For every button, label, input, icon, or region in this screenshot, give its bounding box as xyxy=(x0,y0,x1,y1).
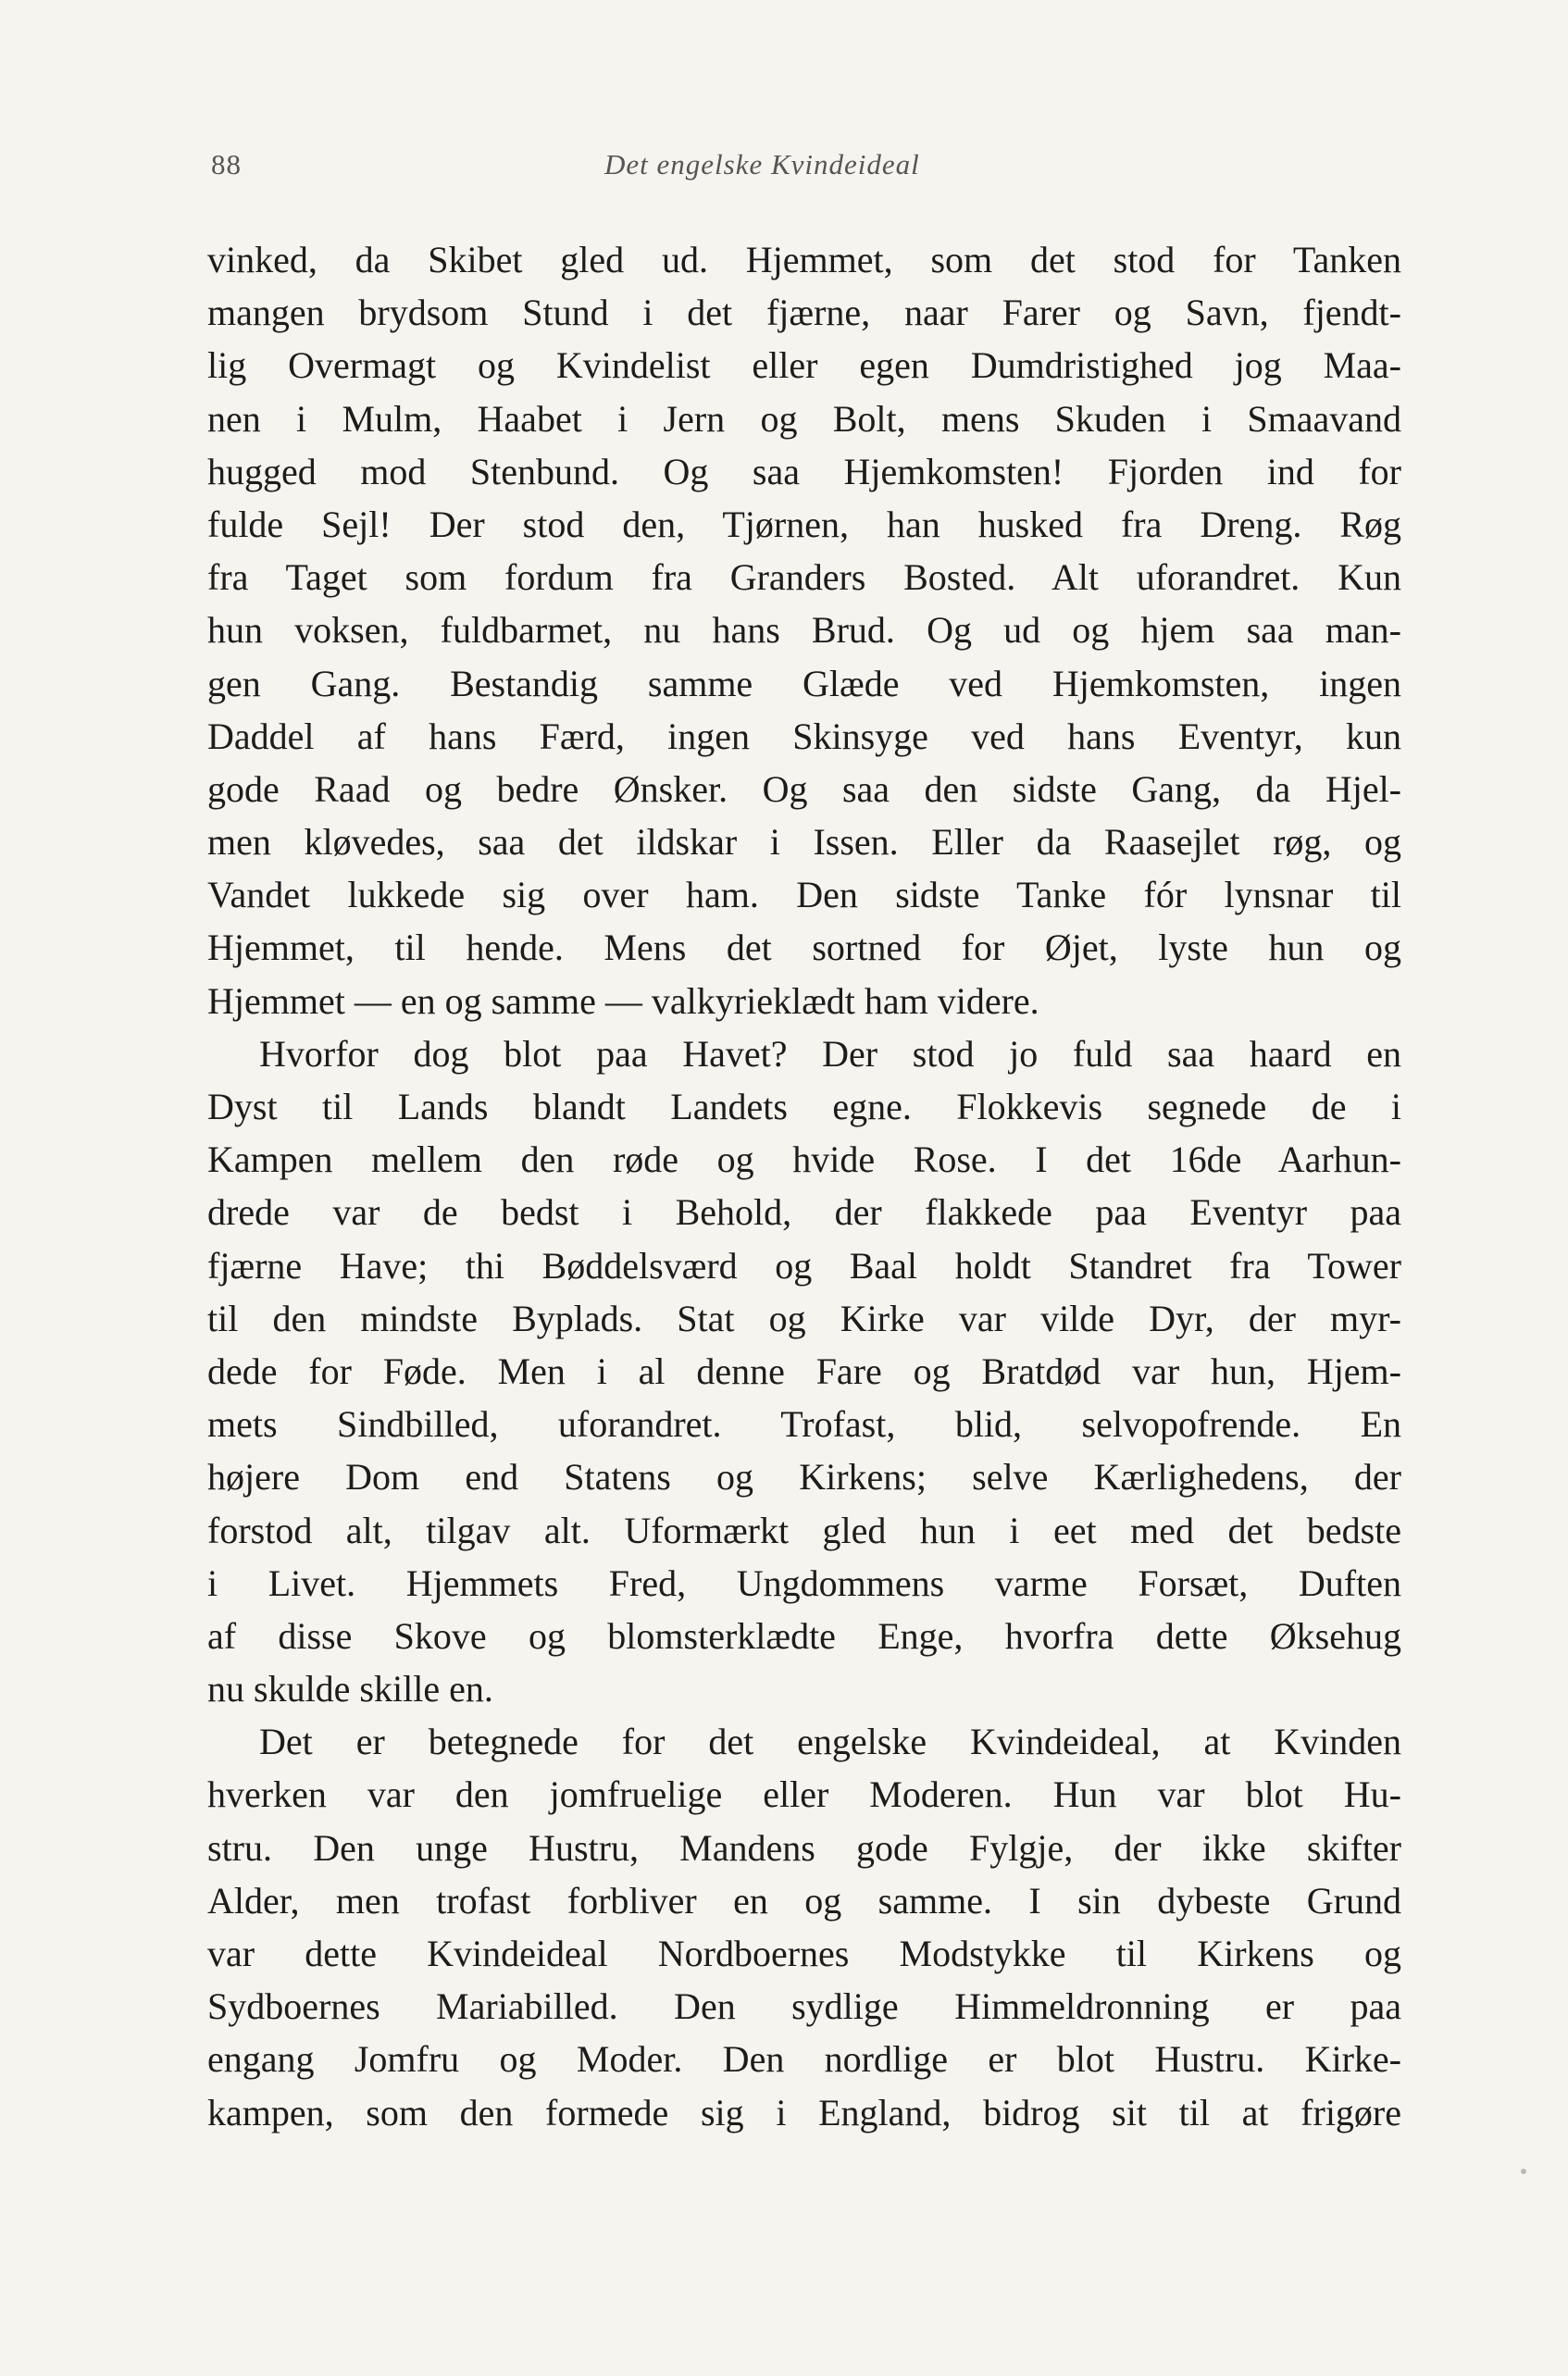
text-line: gen Gang. Bestandig samme Glæde ved Hjemkomsten, ingen xyxy=(207,662,1401,704)
text-line: lig Overmagt og Kvindelist eller egen Dumdristighed jog Maa- xyxy=(207,344,1401,387)
page-header xyxy=(211,148,1400,194)
text-line: til den mindste Byplads. Stat og Kirke var vilde Dyr, der myr- xyxy=(207,1297,1401,1339)
page-number: 88 xyxy=(211,148,242,180)
text-line: fjærne Have; thi Bøddelsværd og Baal holdt Standret fra Tower xyxy=(207,1244,1401,1287)
text-line: af disse Skove og blomsterklædte Enge, hvorfra dette Øksehug xyxy=(207,1614,1401,1657)
text-line: drede var de bedst i Behold, der flakkede paa Eventyr paa xyxy=(207,1191,1401,1234)
text-line: Vandet lukkede sig over ham. Den sidste Tanke fór lynsnar til xyxy=(207,874,1401,916)
text-line: nen i Mulm, Haabet i Jern og Bolt, mens Skuden i Smaavand xyxy=(207,397,1401,440)
text-line: dede for Føde. Men i al denne Fare og Bratdød var hun, Hjem- xyxy=(207,1350,1401,1392)
body-text xyxy=(207,233,1401,2139)
text-line: Kampen mellem den røde og hvide Rose. I det 16de Aarhun- xyxy=(207,1138,1401,1181)
text-line: fulde Sejl! Der stod den, Tjørnen, han husked fra Dreng. Røg xyxy=(207,503,1401,545)
text-line: Sydboernes Mariabilled. Den sydlige Himmeldronning er paa xyxy=(207,1985,1401,2028)
text-line: var dette Kvindeideal Nordboernes Modstykke til Kirkens og xyxy=(207,1933,1401,1974)
text-line: nu skulde skille en. xyxy=(207,1668,493,1710)
text-line: Dyst til Lands blandt Landets egne. Flokkevis segnede de i xyxy=(207,1086,1401,1127)
text-line: Daddel af hans Færd, ingen Skinsyge ved hans Eventyr, kun xyxy=(207,715,1401,757)
paper-speck xyxy=(1521,2169,1526,2174)
text-line: stru. Den unge Hustru, Mandens gode Fylgje, der ikke skifter xyxy=(207,1826,1401,1869)
text-line: gode Raad og bedre Ønsker. Og saa den sidste Gang, da Hjel- xyxy=(207,767,1401,810)
text-line: mets Sindbilled, uforandret. Trofast, blid, selvopofrende. En xyxy=(207,1403,1401,1446)
text-line: men kløvedes, saa det ildskar i Issen. Eller da Raasejlet røg, og xyxy=(207,821,1401,864)
text-line: vinked, da Skibet gled ud. Hjemmet, som det stod for Tanken xyxy=(207,239,1401,280)
text-line: højere Dom end Statens og Kirkens; selve Kærlighedens, der xyxy=(207,1456,1401,1499)
paragraph-start-line: Hvorfor dog blot paa Havet? Der stod jo fuld saa haard en xyxy=(259,1032,1401,1075)
text-line: hugged mod Stenbund. Og saa Hjemkomsten! Fjorden ind for xyxy=(207,450,1401,492)
text-line: i Livet. Hjemmets Fred, Ungdommens varme Forsæt, Duften xyxy=(207,1561,1401,1604)
paragraph-start-line: Det er betegnede for det engelske Kvindeideal, at Kvinden xyxy=(259,1721,1401,1763)
text-line: fra Taget som fordum fra Granders Bosted. Alt uforandret. Kun xyxy=(207,556,1401,599)
text-line: engang Jomfru og Moder. Den nordlige er blot Hustru. Kirke- xyxy=(207,2038,1401,2081)
running-title: Det engelske Kvindeideal xyxy=(604,148,920,180)
text-line: forstod alt, tilgav alt. Uformærkt gled hun i eet med det bedste xyxy=(207,1509,1401,1551)
text-line: Hjemmet, til hende. Mens det sortned for Øjet, lyste hun og xyxy=(207,927,1401,969)
text-line: kampen, som den formede sig i England, bidrog sit til at frigøre xyxy=(207,2091,1401,2133)
text-line: Hjemmet — en og samme — valkyrieklædt ham videre. xyxy=(207,979,1039,1022)
text-line: mangen brydsom Stund i det fjærne, naar Farer og Savn, fjendt- xyxy=(207,292,1401,334)
text-line: hun voksen, fuldbarmet, nu hans Brud. Og ud og hjem saa man- xyxy=(207,609,1401,652)
text-line: Alder, men trofast forbliver en og samme. I sin dybeste Grund xyxy=(207,1879,1401,1922)
text-line: hverken var den jomfruelige eller Moderen. Hun var blot Hu- xyxy=(207,1773,1401,1816)
